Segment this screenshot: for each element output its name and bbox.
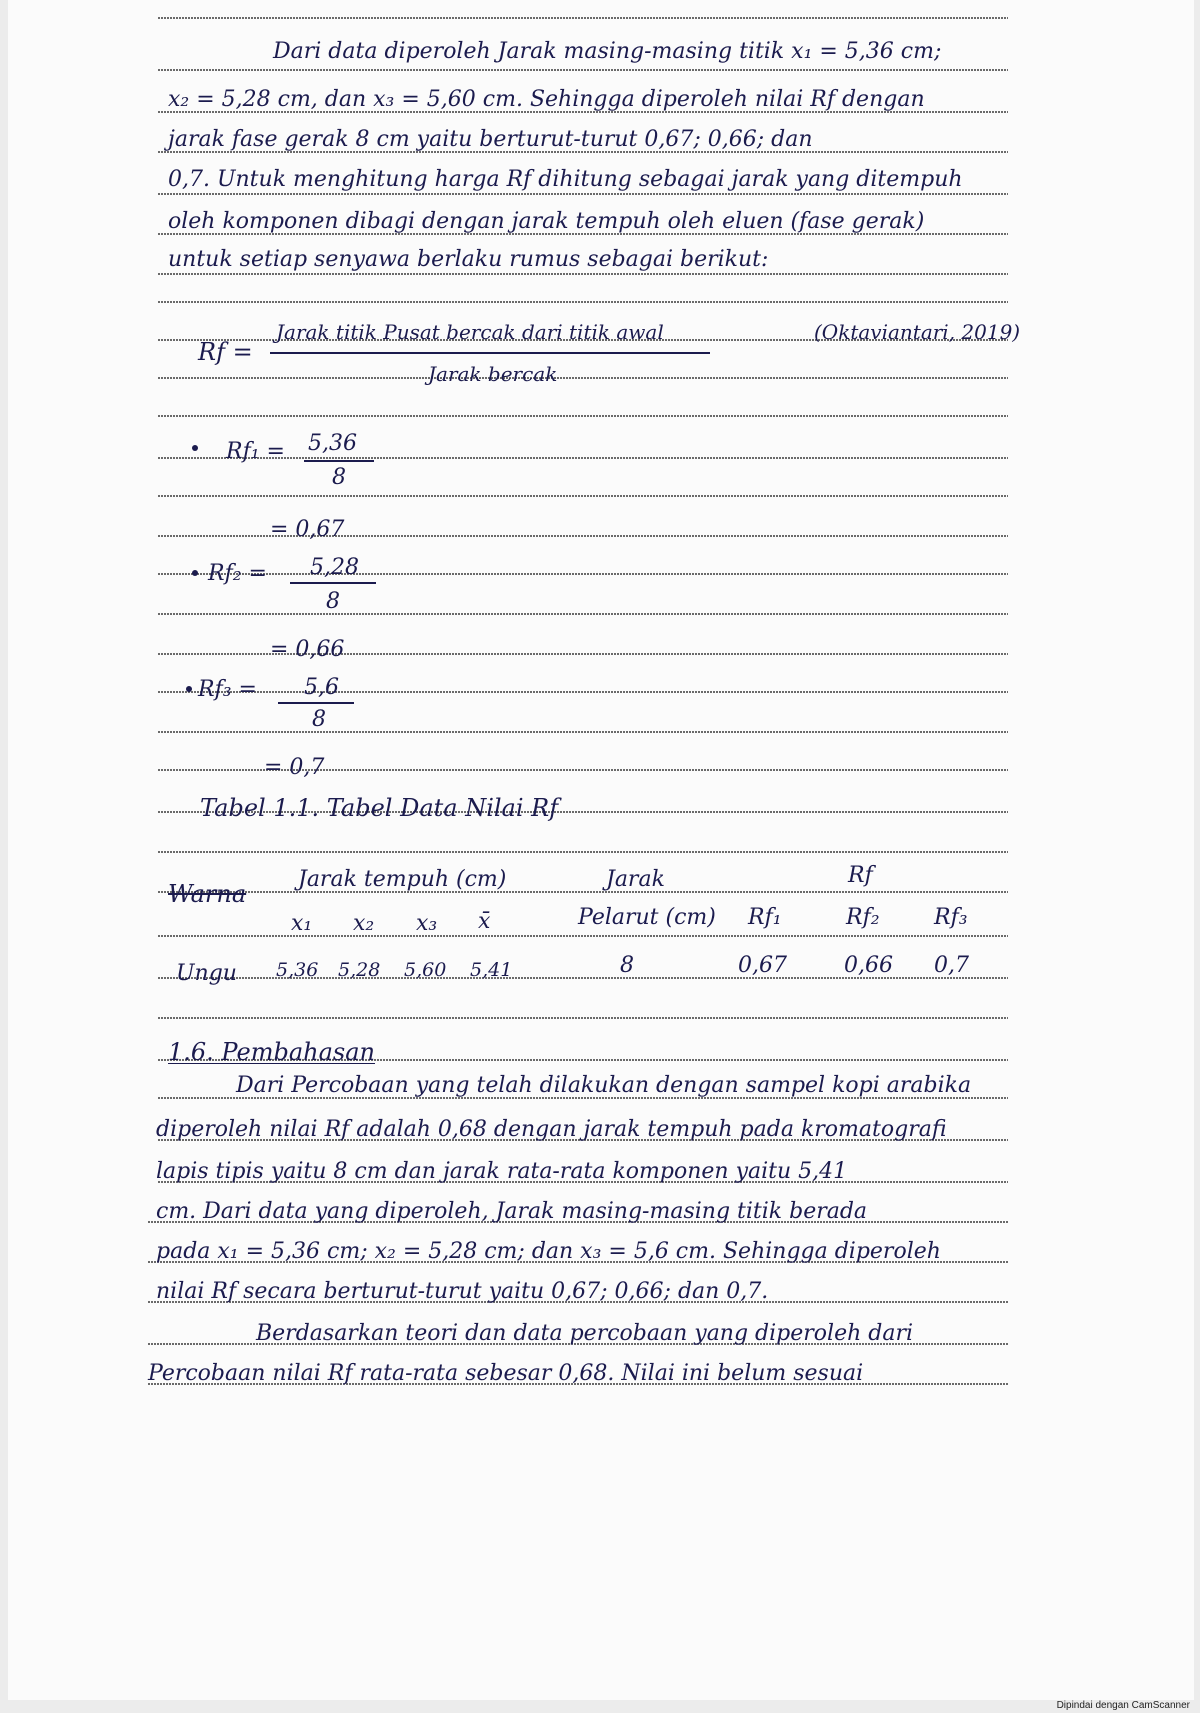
para1-line-2: x₂ = 5,28 cm, dan x₃ = 5,60 cm. Sehingga diperoleh nilai Rf dengan [168,87,925,112]
calc1-result: = 0,67 [270,517,345,542]
table-sub-rf1: Rf₁ [748,905,782,930]
para1-line-6: untuk setiap senyawa berlaku rumus sebagai berikut: [168,247,769,272]
para1-line-3: jarak fase gerak 8 cm yaitu berturut-turut 0,67; 0,66; dan [168,127,813,152]
calc1-numerator: 5,36 [308,431,357,456]
para2-line-5: pada x₁ = 5,36 cm; x₂ = 5,28 cm; dan x₃ = 5,6 cm. Sehingga diperoleh [156,1239,941,1264]
para2-line-7: Berdasarkan teori dan data percobaan yang diperoleh dari [256,1321,914,1346]
table-cell-rf3: 0,7 [934,953,969,978]
calc2-result: = 0,66 [270,637,345,662]
table-cell-pelarut: 8 [620,953,634,978]
table-header-jarak: Jarak [606,867,665,892]
formula-lhs: Rf = [198,338,253,366]
table-header-warna: Warna [168,880,247,908]
table-cell-warna: Ungu [176,961,237,986]
calc1-label: Rf₁ = [226,439,285,464]
para2-line-6: nilai Rf secara berturut-turut yaitu 0,67; 0,66; dan 0,7. [156,1279,769,1304]
table-header-jarak-tempuh: Jarak tempuh (cm) [298,867,507,892]
calc1-fraction-bar [304,460,374,462]
para1-line-1: Dari data diperoleh Jarak masing-masing titik x₁ = 5,36 cm; [273,39,942,64]
formula-fraction-bar [270,352,710,354]
calc1-denominator: 8 [332,465,346,490]
scanner-watermark: Dipindai dengan CamScanner [1056,1700,1190,1711]
calc2-label: Rf₂ = [208,561,267,586]
para2-line-1: Dari Percobaan yang telah dilakukan dengan sampel kopi arabika [236,1073,972,1098]
table-cell-rf1: 0,67 [738,953,787,978]
para1-line-4: 0,7. Untuk menghitung harga Rf dihitung sebagai jarak yang ditempuh [168,167,963,192]
calc3-result: = 0,7 [264,755,325,780]
table-caption: Tabel 1.1. Tabel Data Nilai Rf [200,794,559,822]
formula-numerator: Jarak titik Pusat bercak dari titik awal [276,320,664,344]
calc3-denominator: 8 [312,707,326,732]
para1-line-5: oleh komponen dibagi dengan jarak tempuh oleh eluen (fase gerak) [168,209,925,234]
table-sub-pelarut: Pelarut (cm) [578,905,716,930]
table-header-rf: Rf [848,863,873,888]
para2-line-2: diperoleh nilai Rf adalah 0,68 dengan jarak tempuh pada kromatografi [156,1117,947,1142]
calc3-fraction-bar [278,702,354,704]
table-sub-xbar: x̄ [478,909,491,934]
table-cell-rf2: 0,66 [844,953,893,978]
bullet-2 [192,570,198,576]
table-cell-x1: 5,36 [276,959,319,981]
table-cell-x2: 5,28 [338,959,381,981]
calc3-numerator: 5,6 [304,675,339,700]
calc2-denominator: 8 [326,589,340,614]
para2-line-4: cm. Dari data yang diperoleh, Jarak masing-masing titik berada [156,1199,868,1224]
notebook-page [8,0,1194,1700]
table-cell-xbar: 5,41 [470,959,513,981]
para2-line-8: Percobaan nilai Rf rata-rata sebesar 0,68. Nilai ini belum sesuai [148,1361,864,1386]
calc2-fraction-bar [290,582,376,584]
calc3-label: Rf₃ = [198,677,257,702]
bullet-1 [192,445,198,451]
para2-line-3: lapis tipis yaitu 8 cm dan jarak rata-rata komponen yaitu 5,41 [156,1159,848,1184]
calc2-numerator: 5,28 [310,555,359,580]
section-heading: 1.6. Pembahasan [168,1038,375,1066]
table-cell-x3: 5,60 [404,959,447,981]
table-sub-rf3: Rf₃ [934,905,968,930]
table-sub-x2: x₂ [353,911,375,936]
formula-citation: (Oktaviantari, 2019) [814,320,1021,344]
table-sub-x1: x₁ [291,911,313,936]
bullet-3 [186,686,192,692]
table-sub-x3: x₃ [416,911,438,936]
formula-denominator: Jarak bercak [428,362,558,386]
table-sub-rf2: Rf₂ [846,905,880,930]
